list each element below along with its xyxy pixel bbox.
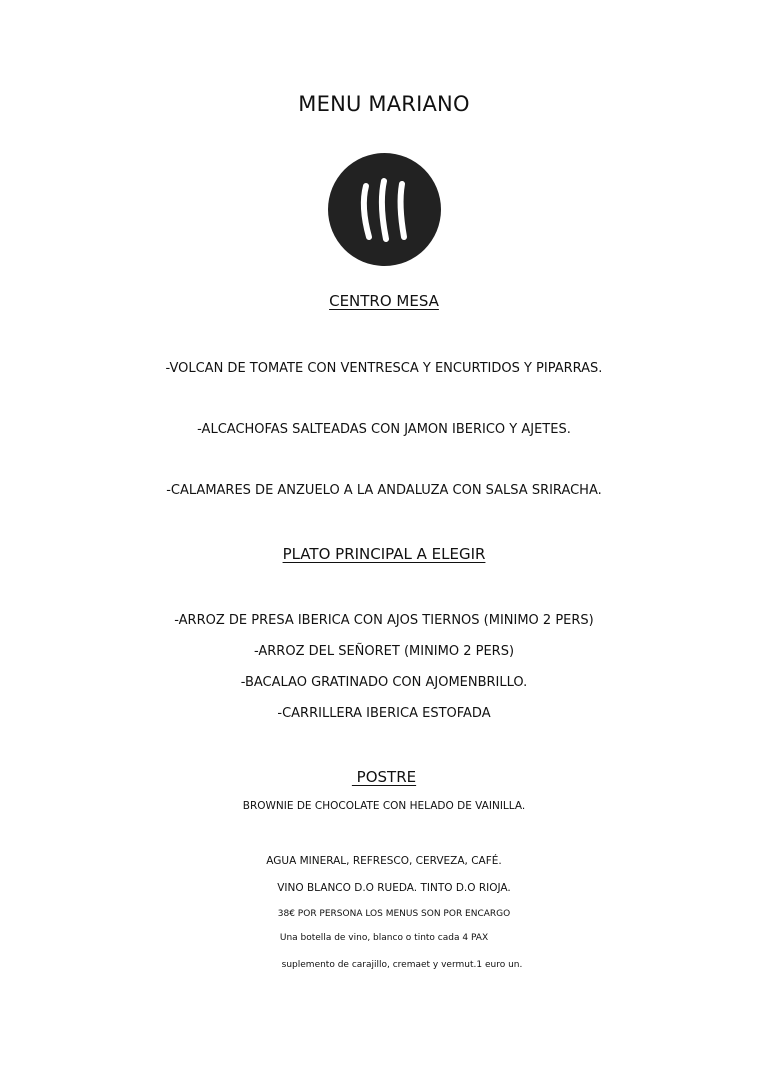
price-note: 38€ POR PERSONA LOS MENUS SON POR ENCARGO <box>277 909 511 919</box>
menu-item: -ARROZ DEL SEÑORET (MINIMO 2 PERS) <box>253 644 515 659</box>
menu-item: -CARRILLERA IBERICA ESTOFADA <box>277 706 491 721</box>
restaurant-logo-icon <box>328 153 441 266</box>
drinks-line: AGUA MINERAL, REFRESCO, CERVEZA, CAFÉ. <box>266 855 502 867</box>
supplement-note: suplemento de carajillo, cremaet y vermut.1 euro un. <box>281 960 523 970</box>
section-heading-plato-principal: PLATO PRINCIPAL A ELEGIR <box>282 545 486 563</box>
menu-title: MENU MARIANO <box>298 92 470 116</box>
menu-item: -ALCACHOFAS SALTEADAS CON JAMON IBERICO Y AJETES. <box>197 422 571 437</box>
section-heading-centro-mesa: CENTRO MESA <box>329 292 439 310</box>
menu-item: -VOLCAN DE TOMATE CON VENTRESCA Y ENCURTIDOS Y PIPARRAS. <box>165 361 603 376</box>
menu-item: -BACALAO GRATINADO CON AJOMENBRILLO. <box>240 675 528 690</box>
logo-stroke-right <box>401 184 404 237</box>
menu-item: -ARROZ DE PRESA IBERICA CON AJOS TIERNOS (MINIMO 2 PERS) <box>174 613 594 628</box>
wine-line: VINO BLANCO D.O RUEDA. TINTO D.O RIOJA. <box>277 882 511 894</box>
menu-item: -CALAMARES DE ANZUELO A LA ANDALUZA CON SALSA SRIRACHA. <box>166 483 602 498</box>
section-heading-postre: POSTRE <box>351 768 417 786</box>
wine-bottle-note: Una botella de vino, blanco o tinto cada 4 PAX <box>279 933 489 943</box>
dessert-item: BROWNIE DE CHOCOLATE CON HELADO DE VAINILLA. <box>242 800 526 812</box>
